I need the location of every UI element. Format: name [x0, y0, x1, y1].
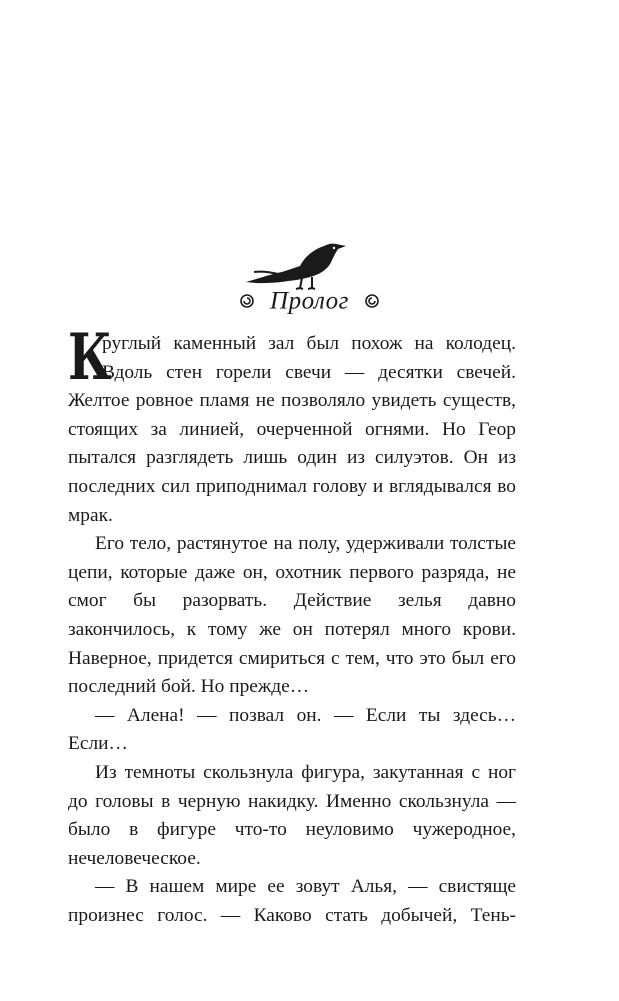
paragraph-3: — Алена! — позвал он. — Если ты здесь… Если…	[68, 704, 516, 755]
spiral-ornament-icon	[240, 294, 254, 308]
paragraph-5: — В нашем мире ее зовут Алья, — свистяще произнес голос. — Каково стать добычей, Тень-	[68, 876, 516, 926]
spiral-ornament-icon	[365, 294, 379, 308]
paragraph-1	[68, 320, 516, 530]
paragraph-2: Его тело, растянутое на полу, удерживали толстые цепи, которые даже он, охотник первого разряда, не смог бы разорвать. Действие зелья давно закончилось, к тому же он потерял много крови. Наверное, придется смириться с тем, что это был его последний бой. Но прежде…	[68, 533, 516, 698]
drop-cap: К	[68, 320, 112, 395]
chapter-title-row	[0, 286, 619, 315]
paragraph-1-text: руглый каменный зал был похож на колодец. Вдоль стен горели свечи — десятки свечей. Желтое ровное пламя не позволяло увидеть существ, стоящих за линией, очерченной огнями. Но Геор пытался разглядеть лишь один из силуэтов. Он из последних сил приподнимал голову и вглядывался во мрак.	[68, 333, 516, 526]
crow-icon	[242, 238, 372, 290]
body-text	[68, 320, 516, 930]
paragraph-4: Из темноты скользнула фигура, закутанная с ног до головы в черную накидку. Именно скользнула — было в фигуре что-то неуловимо чужеродное, нечеловеческое.	[68, 761, 516, 869]
chapter-header	[0, 238, 619, 318]
chapter-title: Пролог	[270, 287, 349, 315]
